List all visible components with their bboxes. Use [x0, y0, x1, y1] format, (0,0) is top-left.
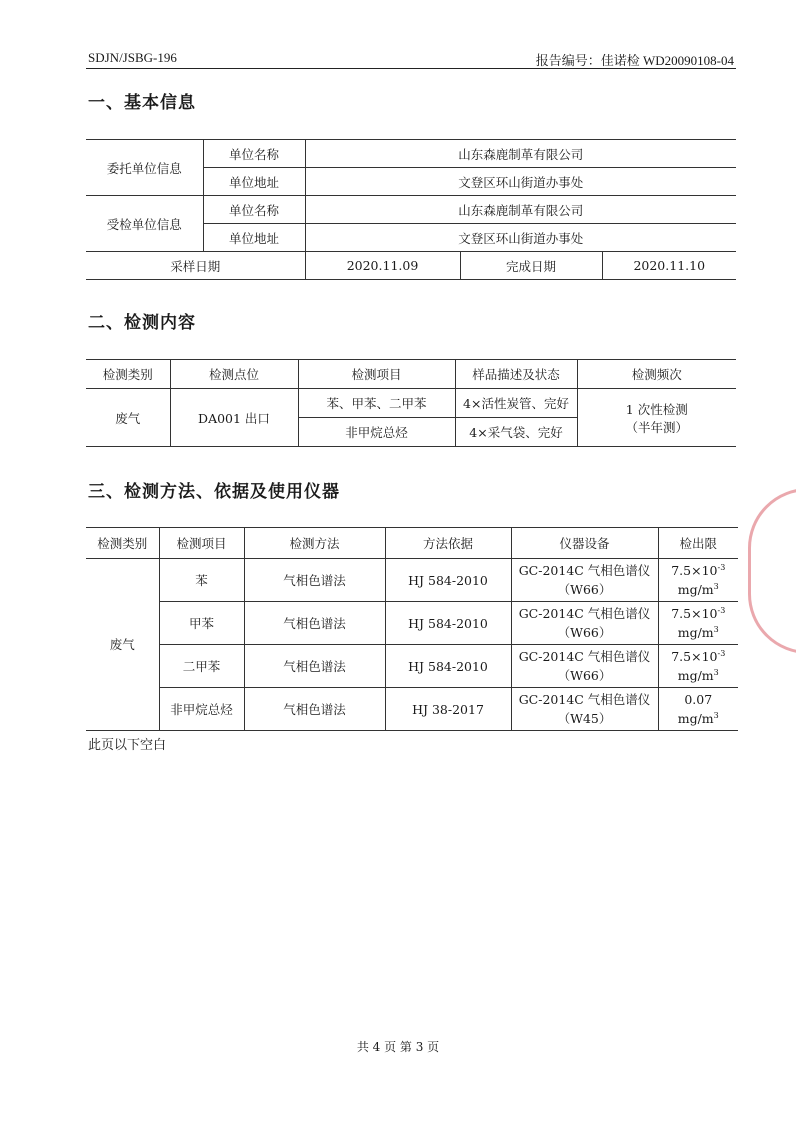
item-cell: 苯、甲苯、二甲苯 [298, 389, 455, 418]
sampling-date-value: 2020.11.09 [305, 252, 460, 280]
item-cell: 非甲烷总烃 [159, 688, 244, 731]
client-address-value: 文登区环山街道办事处 [305, 168, 736, 196]
frequency-line: 1 次性检测 [625, 401, 688, 417]
document-code: SDJN/JSBG-196 [88, 50, 177, 65]
frequency-note: （半年测） [625, 419, 688, 435]
method-cell: 气相色谱法 [244, 645, 385, 688]
instrument-id: （W66） [557, 582, 612, 597]
table-row [86, 688, 738, 731]
detection-content-table [86, 359, 736, 447]
column-header: 样品描述及状态 [455, 360, 577, 389]
table-row [86, 559, 738, 602]
completion-date-value: 2020.11.10 [602, 252, 736, 280]
method-cell: 气相色谱法 [244, 559, 385, 602]
inspected-name-value: 山东森鹿制革有限公司 [305, 196, 736, 224]
limit-unit: $mg/m^3$ [677, 667, 719, 683]
item-cell: 非甲烷总烃 [298, 418, 455, 447]
column-header: 方法依据 [385, 528, 511, 559]
instrument-id: （W45） [557, 711, 612, 726]
page-footer: 共 4 页 第 3 页 [356, 1040, 440, 1054]
instrument-name: GC-2014C 气相色谱仪 [518, 606, 651, 621]
basis-cell: HJ 584-2010 [385, 645, 511, 688]
column-header: 检测项目 [298, 360, 455, 389]
limit-cell [658, 645, 738, 688]
item-cell: 苯 [159, 559, 244, 602]
client-name-value: 山东森鹿制革有限公司 [305, 140, 736, 168]
client-info-label: 委托单位信息 [86, 140, 203, 196]
frequency-cell [577, 389, 736, 447]
limit-cell [658, 688, 738, 731]
method-cell: 气相色谱法 [244, 602, 385, 645]
column-header: 检测类别 [86, 528, 159, 559]
limit-unit: $mg/m^3$ [677, 581, 719, 597]
basis-cell: HJ 584-2010 [385, 602, 511, 645]
unit-address-label: 单位地址 [203, 168, 305, 196]
limit-value: $7.5\times 10^{-3}$ [671, 648, 726, 664]
sample-cell: 4×活性炭管、完好 [455, 389, 577, 418]
table-header-row [86, 528, 738, 559]
basis-cell: HJ 38-2017 [385, 688, 511, 731]
table-row [86, 645, 738, 688]
column-header: 检测频次 [577, 360, 736, 389]
method-table [86, 527, 738, 731]
category-cell: 废气 [86, 389, 170, 447]
table-row [86, 252, 736, 280]
header-divider [86, 68, 736, 69]
column-header: 检测点位 [170, 360, 298, 389]
limit-unit: $mg/m^3$ [677, 710, 719, 726]
instrument-name: GC-2014C 气相色谱仪 [518, 563, 651, 578]
column-header: 检测项目 [159, 528, 244, 559]
item-cell: 甲苯 [159, 602, 244, 645]
completion-date-label: 完成日期 [460, 252, 602, 280]
limit-value: $7.5\times 10^{-3}$ [671, 605, 726, 621]
section-method-title: 三、检测方法、依据及使用仪器 [88, 482, 340, 502]
sample-cell: 4×采气袋、完好 [455, 418, 577, 447]
point-cell: DA001 出口 [170, 389, 298, 447]
instrument-cell [511, 645, 658, 688]
category-cell: 废气 [86, 559, 159, 731]
item-cell: 二甲苯 [159, 645, 244, 688]
section-basic-info-title: 一、基本信息 [88, 93, 196, 113]
basis-cell: HJ 584-2010 [385, 559, 511, 602]
section-content-title: 二、检测内容 [88, 313, 196, 333]
column-header: 检测方法 [244, 528, 385, 559]
table-row [86, 602, 738, 645]
report-number: 报告编号：佳诺检 WD20090108-04 [535, 53, 734, 68]
limit-unit: $mg/m^3$ [677, 624, 719, 640]
instrument-cell [511, 559, 658, 602]
table-row [86, 389, 736, 418]
column-header: 检出限 [658, 528, 738, 559]
blank-below-note: 此页以下空白 [88, 738, 167, 753]
method-cell: 气相色谱法 [244, 688, 385, 731]
inspected-info-label: 受检单位信息 [86, 196, 203, 252]
column-header: 检测类别 [86, 360, 170, 389]
inspected-address-value: 文登区环山街道办事处 [305, 224, 736, 252]
table-header-row [86, 360, 736, 389]
basic-info-table [86, 139, 736, 280]
limit-cell [658, 559, 738, 602]
unit-name-label: 单位名称 [203, 196, 305, 224]
table-row [86, 140, 736, 168]
instrument-id: （W66） [557, 668, 612, 683]
unit-address-label: 单位地址 [203, 224, 305, 252]
column-header: 仪器设备 [511, 528, 658, 559]
instrument-id: （W66） [557, 625, 612, 640]
sampling-date-label: 采样日期 [86, 252, 305, 280]
limit-cell [658, 602, 738, 645]
unit-name-label: 单位名称 [203, 140, 305, 168]
table-row [86, 196, 736, 224]
instrument-name: GC-2014C 气相色谱仪 [518, 692, 651, 707]
limit-value: $7.5\times 10^{-3}$ [671, 562, 726, 578]
instrument-name: GC-2014C 气相色谱仪 [518, 649, 651, 664]
limit-value: 0.07 [684, 692, 713, 707]
instrument-cell [511, 602, 658, 645]
instrument-cell [511, 688, 658, 731]
seal-stamp [748, 488, 796, 654]
